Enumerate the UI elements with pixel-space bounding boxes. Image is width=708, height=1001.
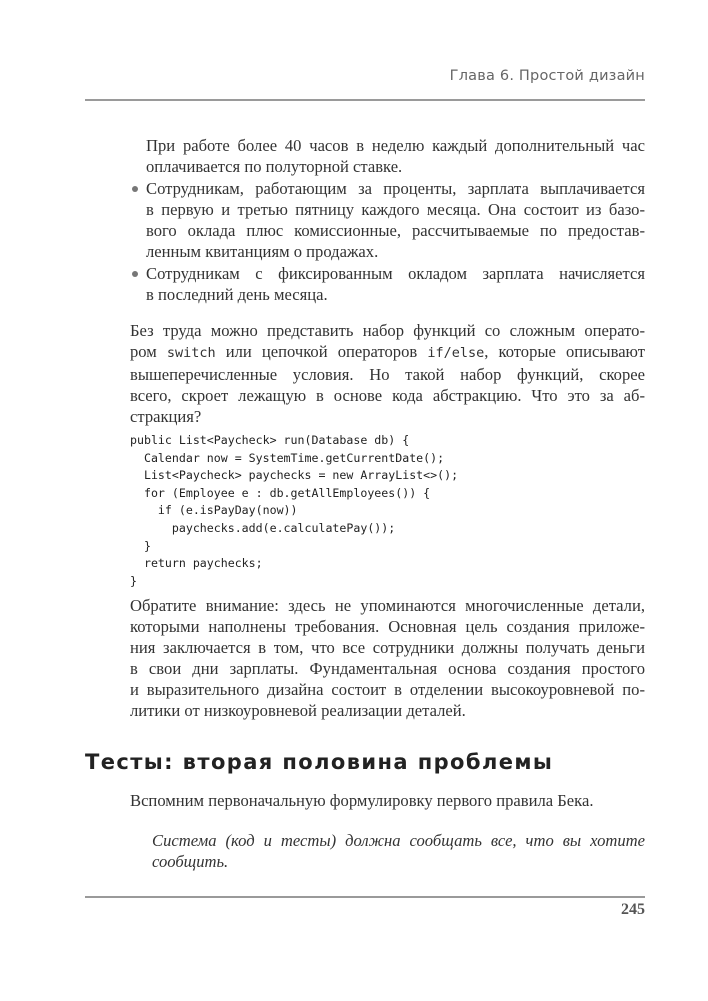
text-line: вышеперечисленные условия. Но такой набор функций, скорее: [130, 365, 645, 384]
text-line: [130, 341, 645, 364]
bullet-icon: [132, 186, 138, 192]
text-line: всего, скроет лежащую в основе кода абстракцию. Что это за аб-: [130, 386, 645, 405]
inline-code: switch: [166, 345, 216, 361]
text: ром: [130, 342, 167, 361]
text-line: Вспомним первоначальную формулировку первого правила Бека.: [130, 791, 594, 810]
list-item: [146, 263, 645, 305]
text-line: ленным квитанциям о продажах.: [146, 242, 379, 261]
running-header: Глава 6. Простой дизайн: [449, 68, 645, 84]
inline-code: if/else: [427, 345, 485, 361]
text-line: Без труда можно представить набор функций со сложным операто-: [130, 321, 645, 340]
text-line: Сотрудникам с фиксированным окладом зарплата начисляется: [146, 264, 645, 283]
text-line: оплачивается по полуторной ставке.: [146, 157, 403, 176]
quote: [152, 830, 645, 872]
text-line: в первую и третью пятницу каждого месяца. Она состоит из базо-: [146, 200, 645, 219]
text-line: вого оклада плюс комиссионные, рассчитываемые по предостав-: [146, 221, 645, 240]
text-line: в свои дни зарплаты. Фундаментальная основа создания простого: [130, 659, 645, 678]
text-line: и выразительного дизайна состоит в отделении высокоуровневой по-: [130, 680, 645, 699]
text: или цепочкой операторов: [215, 342, 428, 361]
header-rule: [85, 99, 645, 101]
paragraph: [130, 595, 645, 721]
text-line: ния заключается в том, что все сотрудники должны получать деньги: [130, 638, 645, 657]
text-line: Сотрудникам, работающим за проценты, зарплата выплачивается: [146, 179, 645, 198]
text-line: литики от низкоуровневой реализации деталей.: [130, 701, 466, 720]
text-line: стракция?: [130, 407, 202, 426]
list-continuation: [146, 135, 645, 177]
list-item: [146, 178, 645, 262]
text-line: Система (код и тесты) должна сообщать все, что вы хотите: [152, 831, 645, 850]
text-line: Обратите внимание: здесь не упоминаются многочисленные детали,: [130, 596, 645, 615]
section-heading: Тесты: вторая половина проблемы: [85, 750, 554, 774]
bullet-icon: [132, 271, 138, 277]
paragraph: [130, 320, 645, 427]
text-line: сообщить.: [152, 852, 229, 871]
footer-rule: [85, 896, 645, 898]
paragraph: [130, 790, 645, 811]
text-line: При работе более 40 часов в неделю каждый дополнительный час: [146, 136, 645, 155]
text: , которые описывают: [484, 342, 645, 361]
code-block: public List<Paycheck> run(Database db) { Calendar now = SystemTime.getCurrentDate(); List<Paycheck> paychecks = new ArrayList<>(); for (Employee e : db.getAllEmployees()) { if (e.isPayDay(now)) paychecks.add(e.calculatePay()); } return paychecks; }: [130, 433, 459, 588]
text-line: в последний день месяца.: [146, 285, 328, 304]
text-line: которыми наполнены требования. Основная цель создания приложе-: [130, 617, 645, 636]
page-number: 245: [621, 901, 645, 918]
